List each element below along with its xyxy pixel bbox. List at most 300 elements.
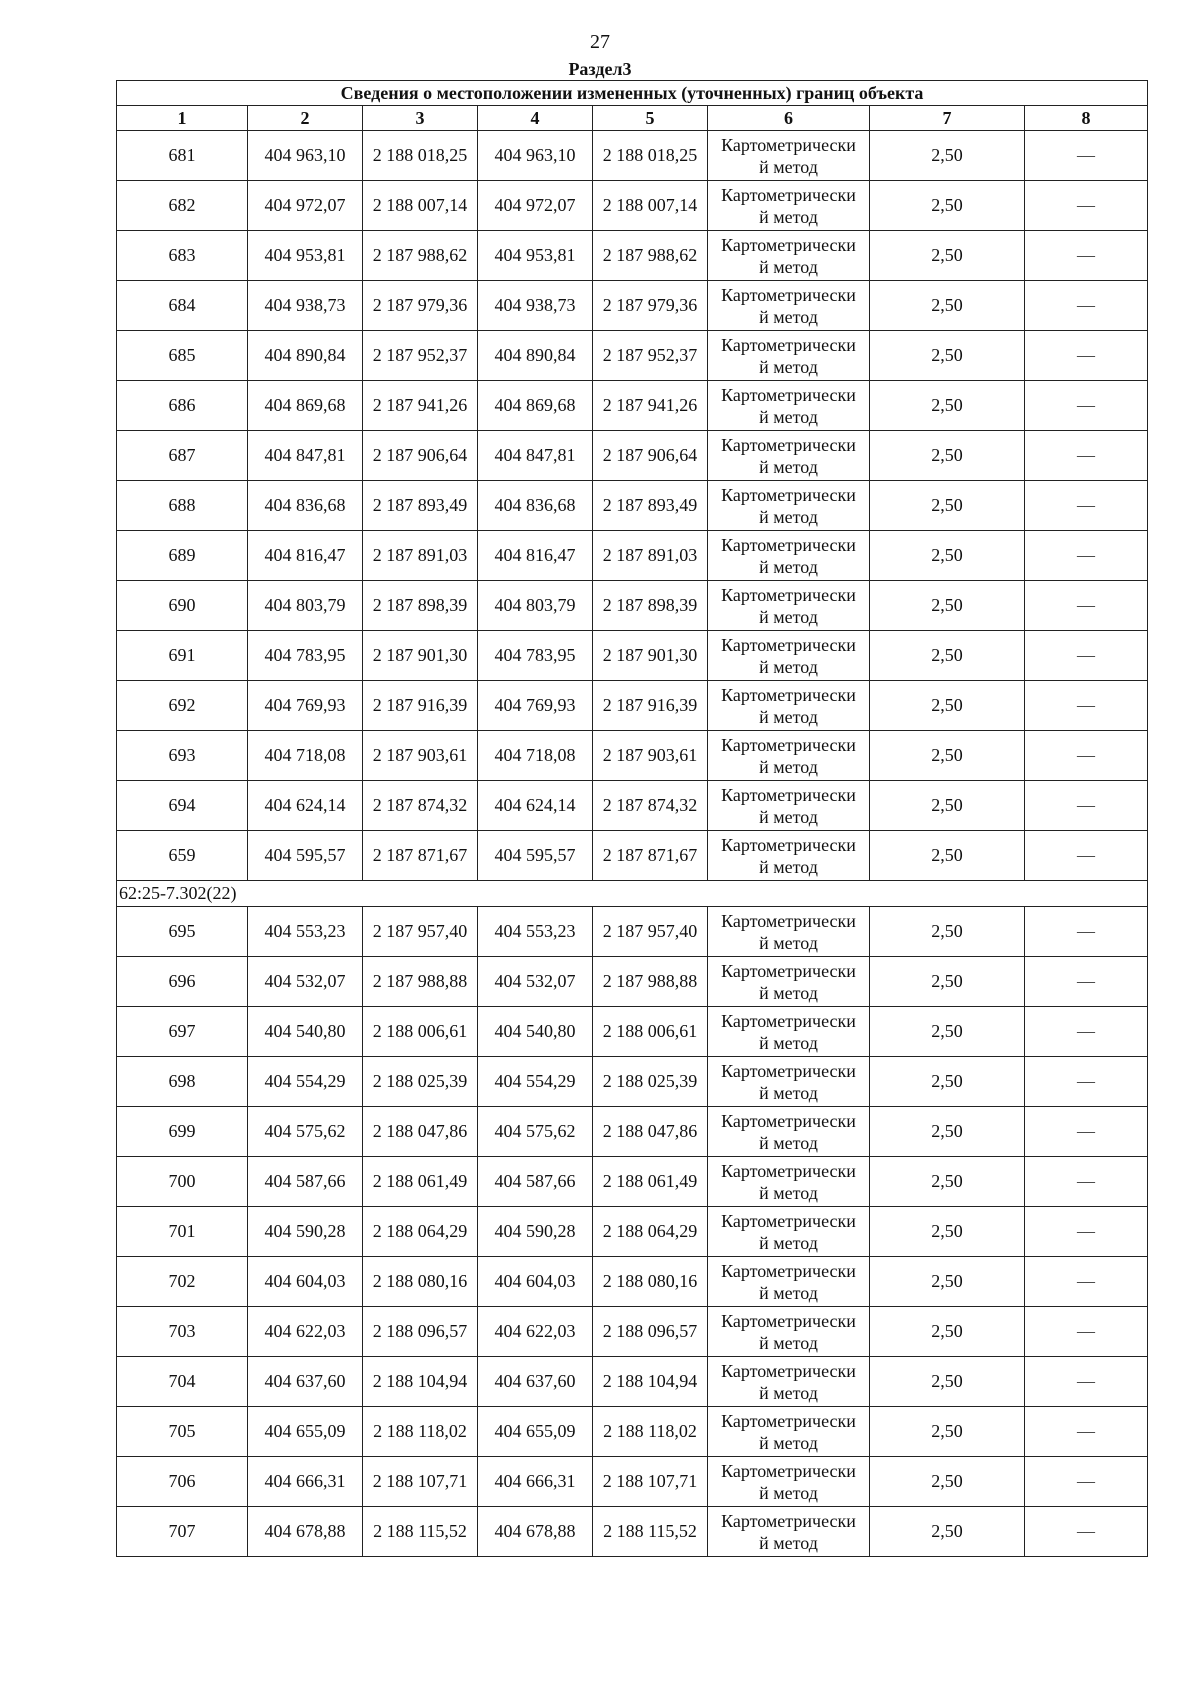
refined-x-cell: 404 575,62 [478, 1107, 593, 1157]
point-number-cell: 686 [117, 381, 248, 431]
method-line1: Картометрически [721, 134, 856, 155]
method-cell [708, 681, 870, 731]
point-number-cell: 701 [117, 1207, 248, 1257]
existing-x-cell: 404 953,81 [248, 231, 363, 281]
table-caption-row [117, 81, 1148, 106]
method-line2: й метод [759, 756, 818, 777]
refined-y-cell: 2 187 893,49 [593, 481, 708, 531]
method-cell [708, 731, 870, 781]
method-cell [708, 1107, 870, 1157]
existing-y-cell: 2 187 901,30 [363, 631, 478, 681]
table-row [117, 331, 1148, 381]
note-cell: — [1025, 381, 1148, 431]
existing-x-cell: 404 836,68 [248, 481, 363, 531]
existing-y-cell: 2 188 006,61 [363, 1007, 478, 1057]
refined-x-cell: 404 554,29 [478, 1057, 593, 1107]
method-line2: й метод [759, 1332, 818, 1353]
column-number: 3 [363, 106, 478, 131]
existing-y-cell: 2 188 025,39 [363, 1057, 478, 1107]
table-row [117, 831, 1148, 881]
accuracy-cell: 2,50 [870, 1107, 1025, 1157]
note-cell: — [1025, 731, 1148, 781]
accuracy-cell: 2,50 [870, 131, 1025, 181]
table-row [117, 907, 1148, 957]
accuracy-cell: 2,50 [870, 481, 1025, 531]
refined-y-cell: 2 187 941,26 [593, 381, 708, 431]
note-cell: — [1025, 131, 1148, 181]
note-cell: — [1025, 331, 1148, 381]
method-line1: Картометрически [721, 434, 856, 455]
existing-x-cell: 404 553,23 [248, 907, 363, 957]
accuracy-cell: 2,50 [870, 331, 1025, 381]
note-cell: — [1025, 1157, 1148, 1207]
existing-x-cell: 404 666,31 [248, 1457, 363, 1507]
refined-y-cell: 2 188 025,39 [593, 1057, 708, 1107]
refined-y-cell: 2 187 903,61 [593, 731, 708, 781]
method-line2: й метод [759, 1382, 818, 1403]
point-number-cell: 689 [117, 531, 248, 581]
method-line1: Картометрически [721, 960, 856, 981]
method-cell [708, 231, 870, 281]
existing-x-cell: 404 963,10 [248, 131, 363, 181]
table-row [117, 631, 1148, 681]
accuracy-cell: 2,50 [870, 281, 1025, 331]
point-number-cell: 690 [117, 581, 248, 631]
method-cell [708, 1307, 870, 1357]
point-number-cell: 705 [117, 1407, 248, 1457]
refined-y-cell: 2 188 047,86 [593, 1107, 708, 1157]
existing-x-cell: 404 655,09 [248, 1407, 363, 1457]
table-body [117, 131, 1148, 1557]
accuracy-cell: 2,50 [870, 1057, 1025, 1107]
table-row [117, 431, 1148, 481]
refined-y-cell: 2 188 107,71 [593, 1457, 708, 1507]
method-line2: й метод [759, 1282, 818, 1303]
method-line1: Картометрически [721, 234, 856, 255]
method-line1: Картометрически [721, 1510, 856, 1531]
point-number-cell: 698 [117, 1057, 248, 1107]
point-number-cell: 707 [117, 1507, 248, 1557]
existing-y-cell: 2 188 047,86 [363, 1107, 478, 1157]
existing-x-cell: 404 554,29 [248, 1057, 363, 1107]
refined-y-cell: 2 187 898,39 [593, 581, 708, 631]
table-row [117, 131, 1148, 181]
existing-y-cell: 2 187 906,64 [363, 431, 478, 481]
accuracy-cell: 2,50 [870, 831, 1025, 881]
table-row [117, 781, 1148, 831]
note-cell: — [1025, 431, 1148, 481]
existing-x-cell: 404 869,68 [248, 381, 363, 431]
refined-x-cell: 404 953,81 [478, 231, 593, 281]
point-number-cell: 693 [117, 731, 248, 781]
refined-y-cell: 2 187 901,30 [593, 631, 708, 681]
method-line1: Картометрически [721, 584, 856, 605]
accuracy-cell: 2,50 [870, 631, 1025, 681]
point-number-cell: 659 [117, 831, 248, 881]
refined-x-cell: 404 540,80 [478, 1007, 593, 1057]
existing-y-cell: 2 188 096,57 [363, 1307, 478, 1357]
section-title: Раздел3 [568, 59, 632, 79]
refined-x-cell: 404 587,66 [478, 1157, 593, 1207]
refined-x-cell: 404 972,07 [478, 181, 593, 231]
existing-y-cell: 2 188 080,16 [363, 1257, 478, 1307]
existing-y-cell: 2 187 988,62 [363, 231, 478, 281]
column-number: 1 [117, 106, 248, 131]
refined-y-cell: 2 187 871,67 [593, 831, 708, 881]
method-line2: й метод [759, 306, 818, 327]
group-header-row [117, 881, 1148, 907]
column-number: 5 [593, 106, 708, 131]
method-cell [708, 531, 870, 581]
column-number: 6 [708, 106, 870, 131]
existing-x-cell: 404 803,79 [248, 581, 363, 631]
method-line2: й метод [759, 406, 818, 427]
method-cell [708, 1507, 870, 1557]
point-number-cell: 681 [117, 131, 248, 181]
method-line2: й метод [759, 1182, 818, 1203]
refined-y-cell: 2 188 096,57 [593, 1307, 708, 1357]
note-cell: — [1025, 907, 1148, 957]
existing-x-cell: 404 816,47 [248, 531, 363, 581]
method-line2: й метод [759, 932, 818, 953]
method-line1: Картометрически [721, 1310, 856, 1331]
refined-y-cell: 2 188 080,16 [593, 1257, 708, 1307]
refined-x-cell: 404 938,73 [478, 281, 593, 331]
refined-y-cell: 2 188 118,02 [593, 1407, 708, 1457]
point-number-cell: 702 [117, 1257, 248, 1307]
note-cell: — [1025, 181, 1148, 231]
table-row [117, 381, 1148, 431]
refined-x-cell: 404 816,47 [478, 531, 593, 581]
table-row [117, 1107, 1148, 1157]
refined-y-cell: 2 188 064,29 [593, 1207, 708, 1257]
note-cell: — [1025, 231, 1148, 281]
method-line2: й метод [759, 1082, 818, 1103]
table-row [117, 1457, 1148, 1507]
method-cell [708, 1057, 870, 1107]
existing-x-cell: 404 622,03 [248, 1307, 363, 1357]
table-row [117, 1407, 1148, 1457]
point-number-cell: 706 [117, 1457, 248, 1507]
existing-y-cell: 2 187 903,61 [363, 731, 478, 781]
refined-x-cell: 404 624,14 [478, 781, 593, 831]
note-cell: — [1025, 281, 1148, 331]
existing-x-cell: 404 718,08 [248, 731, 363, 781]
method-line2: й метод [759, 1032, 818, 1053]
method-line2: й метод [759, 506, 818, 527]
existing-y-cell: 2 187 893,49 [363, 481, 478, 531]
refined-x-cell: 404 869,68 [478, 381, 593, 431]
method-line1: Картометрически [721, 1060, 856, 1081]
accuracy-cell: 2,50 [870, 381, 1025, 431]
method-cell [708, 281, 870, 331]
point-number-cell: 694 [117, 781, 248, 831]
point-number-cell: 692 [117, 681, 248, 731]
method-cell [708, 1007, 870, 1057]
existing-x-cell: 404 587,66 [248, 1157, 363, 1207]
note-cell: — [1025, 1007, 1148, 1057]
existing-x-cell: 404 769,93 [248, 681, 363, 731]
existing-y-cell: 2 187 916,39 [363, 681, 478, 731]
method-cell [708, 1407, 870, 1457]
method-line2: й метод [759, 1482, 818, 1503]
note-cell: — [1025, 781, 1148, 831]
refined-y-cell: 2 188 104,94 [593, 1357, 708, 1407]
method-line2: й метод [759, 1532, 818, 1553]
refined-x-cell: 404 666,31 [478, 1457, 593, 1507]
note-cell: — [1025, 1307, 1148, 1357]
method-line1: Картометрически [721, 734, 856, 755]
existing-y-cell: 2 188 018,25 [363, 131, 478, 181]
method-line1: Картометрически [721, 834, 856, 855]
method-line1: Картометрически [721, 1410, 856, 1431]
method-line2: й метод [759, 982, 818, 1003]
existing-x-cell: 404 678,88 [248, 1507, 363, 1557]
refined-x-cell: 404 590,28 [478, 1207, 593, 1257]
refined-x-cell: 404 718,08 [478, 731, 593, 781]
column-number: 8 [1025, 106, 1148, 131]
refined-y-cell: 2 187 979,36 [593, 281, 708, 331]
accuracy-cell: 2,50 [870, 957, 1025, 1007]
note-cell: — [1025, 1457, 1148, 1507]
accuracy-cell: 2,50 [870, 581, 1025, 631]
refined-x-cell: 404 963,10 [478, 131, 593, 181]
point-number-cell: 695 [117, 907, 248, 957]
accuracy-cell: 2,50 [870, 681, 1025, 731]
method-line1: Картометрически [721, 634, 856, 655]
point-number-cell: 687 [117, 431, 248, 481]
method-line1: Картометрически [721, 384, 856, 405]
column-number: 2 [248, 106, 363, 131]
column-number: 7 [870, 106, 1025, 131]
method-line2: й метод [759, 206, 818, 227]
refined-y-cell: 2 187 906,64 [593, 431, 708, 481]
existing-y-cell: 2 187 957,40 [363, 907, 478, 957]
method-line2: й метод [759, 1132, 818, 1153]
point-number-cell: 703 [117, 1307, 248, 1357]
method-line2: й метод [759, 156, 818, 177]
accuracy-cell: 2,50 [870, 907, 1025, 957]
method-cell [708, 131, 870, 181]
point-number-cell: 682 [117, 181, 248, 231]
refined-x-cell: 404 836,68 [478, 481, 593, 531]
method-line1: Картометрически [721, 684, 856, 705]
accuracy-cell: 2,50 [870, 1307, 1025, 1357]
column-number-row [117, 106, 1148, 131]
method-line2: й метод [759, 1432, 818, 1453]
accuracy-cell: 2,50 [870, 1257, 1025, 1307]
existing-x-cell: 404 595,57 [248, 831, 363, 881]
method-cell [708, 957, 870, 1007]
point-number-cell: 685 [117, 331, 248, 381]
accuracy-cell: 2,50 [870, 781, 1025, 831]
note-cell: — [1025, 1257, 1148, 1307]
method-line2: й метод [759, 456, 818, 477]
refined-y-cell: 2 187 988,88 [593, 957, 708, 1007]
table-row [117, 581, 1148, 631]
accuracy-cell: 2,50 [870, 1407, 1025, 1457]
method-cell [708, 381, 870, 431]
accuracy-cell: 2,50 [870, 431, 1025, 481]
method-line2: й метод [759, 556, 818, 577]
refined-y-cell: 2 188 006,61 [593, 1007, 708, 1057]
method-cell [708, 481, 870, 531]
method-line1: Картометрически [721, 1160, 856, 1181]
existing-y-cell: 2 187 891,03 [363, 531, 478, 581]
accuracy-cell: 2,50 [870, 1357, 1025, 1407]
method-line1: Картометрически [721, 1010, 856, 1031]
refined-x-cell: 404 637,60 [478, 1357, 593, 1407]
table-row [117, 481, 1148, 531]
refined-x-cell: 404 678,88 [478, 1507, 593, 1557]
method-cell [708, 631, 870, 681]
method-cell [708, 431, 870, 481]
method-line2: й метод [759, 1232, 818, 1253]
method-line2: й метод [759, 656, 818, 677]
point-number-cell: 697 [117, 1007, 248, 1057]
existing-y-cell: 2 188 061,49 [363, 1157, 478, 1207]
refined-x-cell: 404 783,95 [478, 631, 593, 681]
refined-x-cell: 404 532,07 [478, 957, 593, 1007]
note-cell: — [1025, 681, 1148, 731]
existing-x-cell: 404 575,62 [248, 1107, 363, 1157]
method-line1: Картометрически [721, 1260, 856, 1281]
point-number-cell: 691 [117, 631, 248, 681]
accuracy-cell: 2,50 [870, 231, 1025, 281]
table-row [117, 1057, 1148, 1107]
point-number-cell: 704 [117, 1357, 248, 1407]
refined-y-cell: 2 187 952,37 [593, 331, 708, 381]
refined-y-cell: 2 187 957,40 [593, 907, 708, 957]
existing-x-cell: 404 637,60 [248, 1357, 363, 1407]
existing-x-cell: 404 540,80 [248, 1007, 363, 1057]
refined-y-cell: 2 188 115,52 [593, 1507, 708, 1557]
method-line2: й метод [759, 356, 818, 377]
method-cell [708, 1157, 870, 1207]
method-line2: й метод [759, 706, 818, 727]
method-line1: Картометрически [721, 284, 856, 305]
method-line1: Картометрически [721, 910, 856, 931]
method-cell [708, 907, 870, 957]
method-line1: Картометрически [721, 534, 856, 555]
refined-x-cell: 404 553,23 [478, 907, 593, 957]
table-row [117, 1007, 1148, 1057]
table-row [117, 1157, 1148, 1207]
existing-x-cell: 404 890,84 [248, 331, 363, 381]
table-caption: Сведения о местоположении измененных (уточненных) границ объекта [117, 81, 1148, 106]
table-row [117, 957, 1148, 1007]
refined-y-cell: 2 187 916,39 [593, 681, 708, 731]
existing-y-cell: 2 188 104,94 [363, 1357, 478, 1407]
existing-x-cell: 404 938,73 [248, 281, 363, 331]
table-row [117, 1357, 1148, 1407]
table-row [117, 1257, 1148, 1307]
method-line1: Картометрически [721, 784, 856, 805]
method-cell [708, 181, 870, 231]
existing-y-cell: 2 187 988,88 [363, 957, 478, 1007]
method-cell [708, 1257, 870, 1307]
accuracy-cell: 2,50 [870, 1007, 1025, 1057]
refined-y-cell: 2 188 061,49 [593, 1157, 708, 1207]
note-cell: — [1025, 1107, 1148, 1157]
existing-y-cell: 2 188 107,71 [363, 1457, 478, 1507]
point-number-cell: 699 [117, 1107, 248, 1157]
refined-x-cell: 404 655,09 [478, 1407, 593, 1457]
method-line2: й метод [759, 606, 818, 627]
point-number-cell: 700 [117, 1157, 248, 1207]
method-line2: й метод [759, 256, 818, 277]
existing-x-cell: 404 604,03 [248, 1257, 363, 1307]
point-number-cell: 696 [117, 957, 248, 1007]
refined-x-cell: 404 604,03 [478, 1257, 593, 1307]
existing-x-cell: 404 783,95 [248, 631, 363, 681]
method-line2: й метод [759, 856, 818, 877]
table-row [117, 531, 1148, 581]
refined-y-cell: 2 187 891,03 [593, 531, 708, 581]
note-cell: — [1025, 1357, 1148, 1407]
existing-y-cell: 2 187 979,36 [363, 281, 478, 331]
refined-x-cell: 404 769,93 [478, 681, 593, 731]
table-row [117, 1307, 1148, 1357]
existing-y-cell: 2 187 898,39 [363, 581, 478, 631]
existing-y-cell: 2 188 064,29 [363, 1207, 478, 1257]
method-cell [708, 831, 870, 881]
method-cell [708, 1457, 870, 1507]
existing-x-cell: 404 590,28 [248, 1207, 363, 1257]
method-line1: Картометрически [721, 1460, 856, 1481]
existing-y-cell: 2 188 115,52 [363, 1507, 478, 1557]
point-number-cell: 688 [117, 481, 248, 531]
method-line1: Картометрически [721, 1360, 856, 1381]
note-cell: — [1025, 481, 1148, 531]
refined-y-cell: 2 188 018,25 [593, 131, 708, 181]
point-number-cell: 684 [117, 281, 248, 331]
boundary-table [116, 80, 1148, 1557]
accuracy-cell: 2,50 [870, 731, 1025, 781]
existing-y-cell: 2 187 871,67 [363, 831, 478, 881]
existing-y-cell: 2 188 007,14 [363, 181, 478, 231]
method-cell [708, 1207, 870, 1257]
refined-y-cell: 2 187 874,32 [593, 781, 708, 831]
existing-y-cell: 2 187 874,32 [363, 781, 478, 831]
method-line1: Картометрически [721, 484, 856, 505]
existing-x-cell: 404 847,81 [248, 431, 363, 481]
table-row [117, 731, 1148, 781]
page-number: 27 [590, 31, 610, 53]
point-number-cell: 683 [117, 231, 248, 281]
refined-x-cell: 404 847,81 [478, 431, 593, 481]
note-cell: — [1025, 1207, 1148, 1257]
accuracy-cell: 2,50 [870, 181, 1025, 231]
accuracy-cell: 2,50 [870, 1207, 1025, 1257]
accuracy-cell: 2,50 [870, 1157, 1025, 1207]
table-row [117, 281, 1148, 331]
accuracy-cell: 2,50 [870, 1507, 1025, 1557]
column-number: 4 [478, 106, 593, 131]
note-cell: — [1025, 1507, 1148, 1557]
method-cell [708, 581, 870, 631]
method-line1: Картометрически [721, 334, 856, 355]
existing-y-cell: 2 188 118,02 [363, 1407, 478, 1457]
method-cell [708, 781, 870, 831]
existing-x-cell: 404 624,14 [248, 781, 363, 831]
note-cell: — [1025, 957, 1148, 1007]
method-line2: й метод [759, 806, 818, 827]
note-cell: — [1025, 531, 1148, 581]
existing-x-cell: 404 532,07 [248, 957, 363, 1007]
method-line1: Картометрически [721, 1210, 856, 1231]
table-row [117, 681, 1148, 731]
